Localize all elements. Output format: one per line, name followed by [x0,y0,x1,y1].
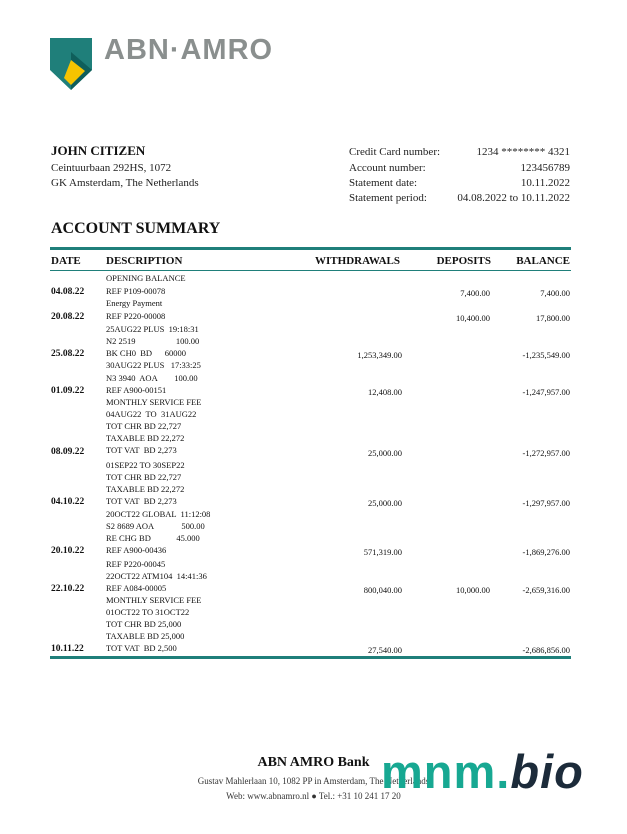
description-line: Energy Payment [106,298,163,308]
row-date: 20.08.22 [51,312,85,322]
row-date: 01.09.22 [51,386,85,396]
description-line: REF A900-00436 [106,545,167,555]
row-withdrawal: 27,540.00 [368,645,402,655]
row-deposit: 10,000.00 [456,585,490,595]
row-balance: -1,869,276.00 [522,547,570,557]
row-balance: -1,272,957.00 [522,448,570,458]
description-line: REF A084-00005 [106,583,167,593]
table-bottom-rule [50,656,571,659]
description-line: BK CH0 BD 60000 [106,348,187,358]
row-date: 08.09.22 [51,447,85,457]
row-balance: -2,659,316.00 [522,585,570,595]
info-label: Credit Card number: [349,146,441,158]
customer-name: JOHN CITIZEN [51,143,146,158]
description-line: MONTHLY SERVICE FEE [106,397,202,407]
description-line: TOT CHR BD 25,000 [106,619,182,629]
description-line: TOT VAT BD 2,273 [106,496,177,506]
info-label: Account number: [349,162,426,174]
row-balance: 7,400.00 [540,288,570,298]
row-date: 20.10.22 [51,546,85,556]
info-label: Statement date: [349,177,418,189]
row-withdrawal: 1,253,349.00 [357,350,402,360]
description-line: REF A900-00151 [106,385,167,395]
description-line: 30AUG22 PLUS 17:33:25 [106,360,201,370]
info-value: 04.08.2022 to 10.11.2022 [457,192,570,204]
description-line: TAXABLE BD 22,272 [106,433,185,443]
row-date: 04.08.22 [51,287,85,297]
row-balance: -1,235,549.00 [522,350,570,360]
row-withdrawal: 25,000.00 [368,498,402,508]
description-line: REF P220-00008 [106,311,166,321]
row-withdrawal: 12,408.00 [368,387,402,397]
description-line: TOT CHR BD 22,727 [106,421,182,431]
header-withdrawals: WITHDRAWALS [315,255,400,267]
description-line: 01OCT22 TO 31OCT22 [106,607,190,617]
footer-address: Gustav Mahlerlaan 10, 1082 PP in Amsterdam, The Netherlands [197,776,430,786]
watermark-tld: bio [510,745,584,798]
row-balance: -2,686,856.00 [522,645,570,655]
header-underline [50,270,571,271]
logo-text: ABN·AMRO [104,34,274,66]
watermark-main: mnm. [381,745,511,798]
header-balance: BALANCE [516,255,570,267]
row-balance: -1,297,957.00 [522,498,570,508]
description-line: TOT VAT BD 2,273 [106,445,177,455]
row-balance: 17,800.00 [536,313,570,323]
table-top-rule [50,247,571,250]
customer-address-line1: Ceintuurbaan 292HS, 1072 [51,162,172,174]
description-line: N3 3940 AOA 100.00 [106,373,198,383]
info-value: 123456789 [520,162,570,174]
customer-address-line2: GK Amsterdam, The Netherlands [51,177,199,189]
row-deposit: 7,400.00 [460,288,490,298]
info-label: Statement period: [349,192,427,204]
info-value: 1234 ******** 4321 [476,146,570,158]
summary-title: ACCOUNT SUMMARY [51,220,221,237]
row-withdrawal: 800,040.00 [363,585,402,595]
description-line: TAXABLE BD 22,272 [106,484,185,494]
row-withdrawal: 571,319.00 [363,547,402,557]
description-line: TOT VAT BD 2,500 [106,643,177,653]
row-balance: -1,247,957.00 [522,387,570,397]
row-date: 04.10.22 [51,497,85,507]
header-description: DESCRIPTION [106,255,183,267]
description-line: N2 2519 100.00 [106,336,200,346]
abn-amro-logo-icon [50,38,92,90]
description-line: 25AUG22 PLUS 19:18:31 [106,324,199,334]
row-withdrawal: 25,000.00 [368,448,402,458]
description-line: TOT CHR BD 22,727 [106,472,182,482]
description-line: OPENING BALANCE [106,273,186,283]
header-date: DATE [51,255,81,267]
description-line: 20OCT22 GLOBAL 11:12:08 [106,509,211,519]
description-line: 01SEP22 TO 30SEP22 [106,460,185,470]
header-deposits: DEPOSITS [436,255,491,267]
row-date: 10.11.22 [51,644,84,654]
description-line: RE CHG BD 45.000 [106,533,200,543]
description-line: S2 8689 AOA 500.00 [106,521,205,531]
description-line: REF P109-00078 [106,286,166,296]
description-line: MONTHLY SERVICE FEE [106,595,202,605]
row-deposit: 10,400.00 [456,313,490,323]
watermark [381,744,584,799]
info-value: 10.11.2022 [520,177,570,189]
description-line: TAXABLE BD 25,000 [106,631,185,641]
description-line: 04AUG22 TO 31AUG22 [106,409,197,419]
footer-contact: Web: www.abnamro.nl ● Tel.: +31 10 241 17 20 [226,791,401,801]
row-date: 25.08.22 [51,349,85,359]
footer-bank-name: ABN AMRO Bank [257,755,370,770]
description-line: REF P220-00045 [106,559,166,569]
row-date: 22.10.22 [51,584,85,594]
description-line: 22OCT22 ATM104 14:41:36 [106,571,207,581]
